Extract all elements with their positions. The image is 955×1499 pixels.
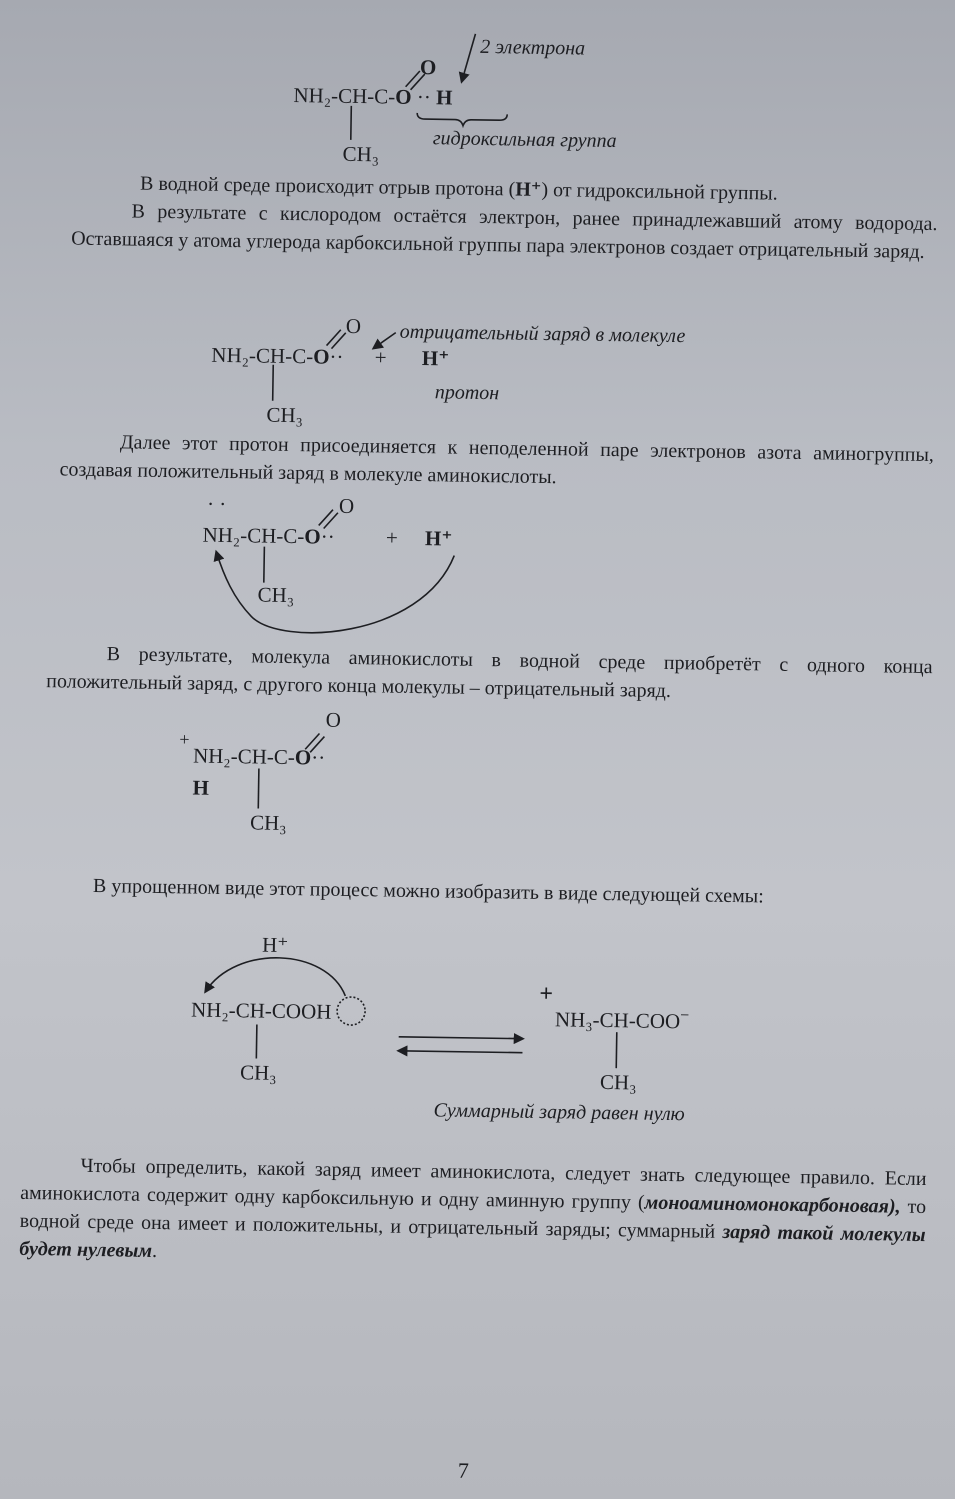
scheme1-vertical-bond xyxy=(351,106,352,140)
scheme4-formula: NH₂-CH-C-O·· xyxy=(192,743,326,770)
plus-sign: + xyxy=(374,345,387,370)
scheme2-top-oxygen: O xyxy=(345,313,362,339)
scheme1-brace xyxy=(417,113,507,126)
scheme1-electron-arrow xyxy=(462,34,476,82)
scheme3-curved-arrow xyxy=(215,552,454,635)
scheme5-proton: H⁺ xyxy=(261,932,289,958)
para1-line1: В водной среде происходит отрыв протона (H⁺) от гидроксильной группы. xyxy=(139,172,778,205)
emphasis-zero-charge: заряд такой молекулы будет нулевым xyxy=(19,1220,926,1262)
scheme2-formula: NH₂-CH-C-O·· + H⁺ xyxy=(211,342,450,371)
scheme2-double-bond-a xyxy=(327,330,341,346)
hydrogen-atom: H xyxy=(435,85,453,110)
oxygen-atom: O xyxy=(395,84,412,109)
scheme3-vertical-bond xyxy=(264,547,265,583)
paragraph-zwitterion: В результате, молекула аминокислоты в водной среде приобретёт с одного конца положительный заряд, с другого конца молекулы – отрицательный заряд. xyxy=(46,643,933,702)
scheme4-methyl: CH₃ xyxy=(249,810,287,835)
scheme3-formula: NH₂-CH-C-O·· + H⁺ xyxy=(202,522,453,551)
scheme5-left-vertical-bond xyxy=(256,1025,257,1059)
oxygen-atom: O xyxy=(294,745,312,770)
electron-pair: ·· xyxy=(320,524,335,549)
scheme4-double-bond-a xyxy=(305,733,319,749)
paragraph-simplified: В упрощенном виде этот процесс можно изобразить в виде следующей схемы: xyxy=(92,874,764,908)
proton-symbol: H⁺ xyxy=(515,178,542,201)
scheme5-right-methyl: CH₃ xyxy=(599,1069,637,1095)
scheme2-vertical-bond xyxy=(273,365,274,401)
scheme1-top-oxygen: O xyxy=(419,54,437,80)
electron-pair: ·· xyxy=(329,344,344,369)
caption-total-charge: Суммарный заряд равен нулю xyxy=(433,1099,685,1126)
plus-sign: + xyxy=(385,525,398,550)
scheme1-double-bond-a xyxy=(406,71,420,87)
term-monoamino: моноаминомонокарбоновая), xyxy=(644,1191,901,1218)
label-two-electrons: 2 электрона xyxy=(480,35,586,60)
scheme5-plus-sign: + xyxy=(539,980,554,1008)
scheme4-double-bond-b xyxy=(310,736,324,752)
scheme3-methyl: CH₃ xyxy=(257,582,295,608)
paragraph-rule: Чтобы определить, какой заряд имеет аминокислота, следует знать следующее правило. Если аминокислота содержит одну карбоксильную и одну аминную группу (моноаминомонокарбоновая), то водной среде она имеет и положительны, и отрицательный заряды; суммарный заряд такой молекулы будет нулевым. xyxy=(19,1154,927,1262)
electron-pair: ·· xyxy=(311,745,326,770)
label-negative-charge: отрицательный заряд в молекуле xyxy=(399,320,686,348)
scheme3-top-oxygen: O xyxy=(338,493,355,518)
scheme4-plus-sign: + xyxy=(179,729,190,750)
page-number: 7 xyxy=(457,1457,470,1483)
proton-symbol: H⁺ xyxy=(421,346,450,371)
scheme5-proton-arrow xyxy=(205,957,346,996)
formula-text: NH₂-CH-C- xyxy=(293,82,396,109)
scheme4-attached-hydrogen: H xyxy=(192,775,210,800)
scheme5-hydrogen-circle xyxy=(337,997,365,1025)
equilibrium-reverse-arrow xyxy=(398,1051,522,1053)
scheme3-lone-pair-dots: · · xyxy=(206,491,227,516)
oxygen-atom: O xyxy=(313,344,330,369)
scheme5-right-formula: NH₃-CH-COO− xyxy=(554,1007,690,1034)
scheme2-methyl: CH₃ xyxy=(266,402,304,428)
scheme4-top-oxygen: O xyxy=(325,707,342,732)
scheme2-charge-arrow xyxy=(374,332,396,348)
scheme3-double-bond-b xyxy=(324,513,338,529)
label-hydroxyl-group: гидроксильная группа xyxy=(432,127,617,153)
scheme3-double-bond-a xyxy=(319,509,333,525)
electron-pair: ·· xyxy=(416,84,432,110)
scheme5-right-vertical-bond xyxy=(616,1032,617,1068)
scheme5-left-formula: NH₂-CH-COOH xyxy=(190,997,332,1024)
oxygen-atom: O xyxy=(304,524,321,549)
label-proton: протон xyxy=(434,381,500,405)
proton-symbol: H⁺ xyxy=(424,526,453,551)
scheme1-methyl: CH₃ xyxy=(342,141,380,167)
scheme2-double-bond-b xyxy=(332,333,346,349)
minus-sign: − xyxy=(680,1007,690,1025)
para1-rest: В результате с кислородом остаётся электрон, ранее принадлежавший атому водорода. Оставшаяся у атома углерода карбоксильной группы пара электронов создает отрицательный заряд. xyxy=(71,200,938,263)
scheme1-double-bond-b xyxy=(411,74,425,90)
scheme5-left-methyl: CH₃ xyxy=(239,1060,277,1085)
paragraph-proton-attach: Далее этот протон присоединяется к неподеленной паре электронов азота аминогруппы, создавая положительный заряд в молекуле аминокислоты. xyxy=(59,431,935,489)
scheme4-vertical-bond xyxy=(258,769,259,809)
equilibrium-forward-arrow xyxy=(399,1037,523,1039)
